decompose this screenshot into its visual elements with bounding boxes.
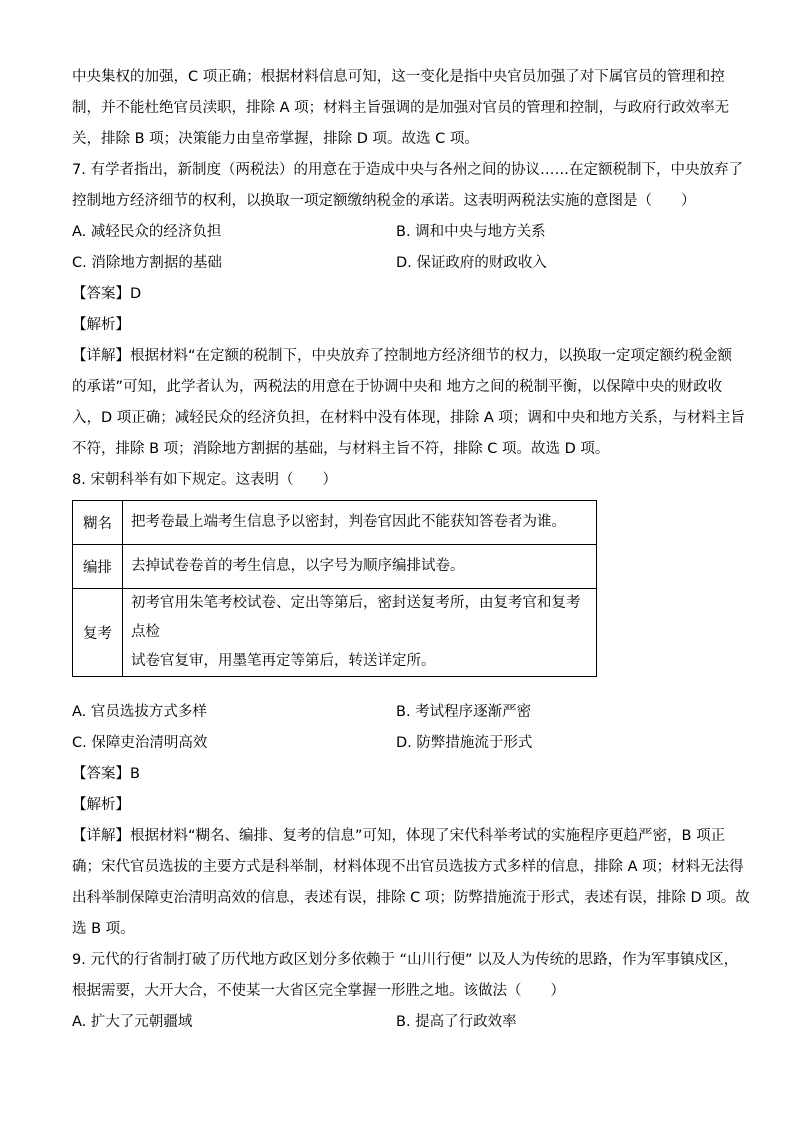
detail-line: 选 B 项。 [72, 921, 135, 937]
analysis-label: 【解析】 [72, 317, 130, 333]
option-a: A. 官员选拔方式多样 [72, 704, 207, 720]
detail-line: 【详解】根据材料“糊名、编排、复考的信息”可知，体现了宋代科举考试的实施程序更趋严密，B 项正 [72, 828, 726, 844]
table-row [73, 501, 597, 545]
option-b: B. 调和中央与地方关系 [396, 224, 546, 240]
option-c: C. 保障吏治清明高效 [72, 735, 208, 751]
question-7 [72, 155, 745, 465]
option-b: B. 考试程序逐渐严密 [396, 704, 532, 720]
rules-table [72, 500, 597, 677]
option-a: A. 扩大了元朝疆域 [72, 1014, 193, 1030]
table-value-line: 去掉试卷卷首的考生信息，以字号为顺序编排试卷。 [131, 558, 465, 574]
option-c: C. 消除地方割据的基础 [72, 255, 222, 271]
table-value-cell [123, 501, 597, 545]
option-d: D. 保证政府的财政收入 [396, 255, 547, 271]
option-d: D. 防弊措施流于形式 [396, 735, 533, 751]
text-line: 制，并不能杜绝官员渎职，排除 A 项；材料主旨强调的是加强对官员的管理和控制，与政府行政效率无 [72, 100, 730, 116]
question-stem-line: 9. 元代的行省制打破了历代地方政区划分多依赖于 “山川行便” 以及人为传统的思路，作为军事镇戍区， [72, 952, 739, 968]
question-stem-line: 7. 有学者指出，新制度（两税法）的用意在于造成中央与各州之间的协议……在定额税制下，中央放弃了 [72, 162, 743, 178]
detail-line: 的承诺”可知，此学者认为，两税法的用意在于协调中央和 地方之间的税制平衡，以保障中央的财政收 [72, 379, 723, 395]
options-row [72, 1007, 724, 1038]
question-stem-line: 控制地方经济细节的权利，以换取一项定额缴纳税金的承诺。这表明两税法实施的意图是（ ） [72, 193, 696, 209]
table-value-line: 试卷官复审，用墨笔再定等第后，转送详定所。 [131, 653, 436, 669]
table-key-cell: 糊名 [73, 501, 123, 545]
table-row [73, 589, 597, 677]
detail-line: 出科举制保障吏治清明高效的信息，表述有误，排除 C 项；防弊措施流于形式，表述有误，排除 D 项。故 [72, 890, 750, 906]
options-row [72, 217, 724, 248]
options-row [72, 697, 724, 728]
table-key-cell: 复考 [73, 589, 123, 677]
option-b: B. 提高了行政效率 [396, 1014, 517, 1030]
table-value-line: 把考卷最上端考生信息予以密封，判卷官因此不能获知答卷者为谁。 [131, 514, 566, 530]
table-value-line: 初考官用朱笔考校试卷、定出等第后，密封送复考所，由复考官和复考点检 [131, 595, 581, 640]
intro-paragraph [72, 62, 730, 155]
analysis-label: 【解析】 [72, 797, 130, 813]
table-key-cell: 编排 [73, 545, 123, 589]
detail-line: 确；宋代官员选拔的主要方式是科举制，材料体现不出官员选拔方式多样的信息，排除 A 项；材料无法得 [72, 859, 744, 875]
answer-label: 【答案】B [72, 766, 140, 782]
options-row [72, 248, 724, 279]
option-a: A. 减轻民众的经济负担 [72, 224, 222, 240]
table-value-cell [123, 545, 597, 589]
text-line: 中央集权的加强，C 项正确；根据材料信息可知，这一变化是指中央官员加强了对下属官员的管理和控 [72, 69, 725, 85]
table-value-cell [123, 589, 597, 677]
table-row [73, 545, 597, 589]
detail-line: 【详解】根据材料“在定额的税制下，中央放弃了控制地方经济细节的权力，以换取一定项定额约税金额 [72, 348, 733, 364]
options-row [72, 728, 724, 759]
detail-line: 入，D 项正确；减轻民众的经济负担，在材料中没有体现，排除 A 项；调和中央和地方关系，与材料主旨 [72, 410, 745, 426]
document-page [72, 62, 750, 1038]
question-8 [72, 465, 750, 945]
spacer [72, 677, 724, 697]
question-stem-line: 8. 宋朝科举有如下规定。这表明（ ） [72, 472, 337, 488]
answer-label: 【答案】D [72, 286, 142, 302]
text-line: 关，排除 B 项；决策能力由皇帝掌握，排除 D 项。故选 C 项。 [72, 131, 479, 147]
question-stem-line: 根据需要，大开大合，不使某一大省区完全掌握一形胜之地。该做法（ ） [72, 983, 565, 999]
detail-line: 不符，排除 B 项；消除地方割据的基础，与材料主旨不符，排除 C 项。故选 D 项。 [72, 441, 610, 457]
question-9 [72, 945, 739, 1038]
